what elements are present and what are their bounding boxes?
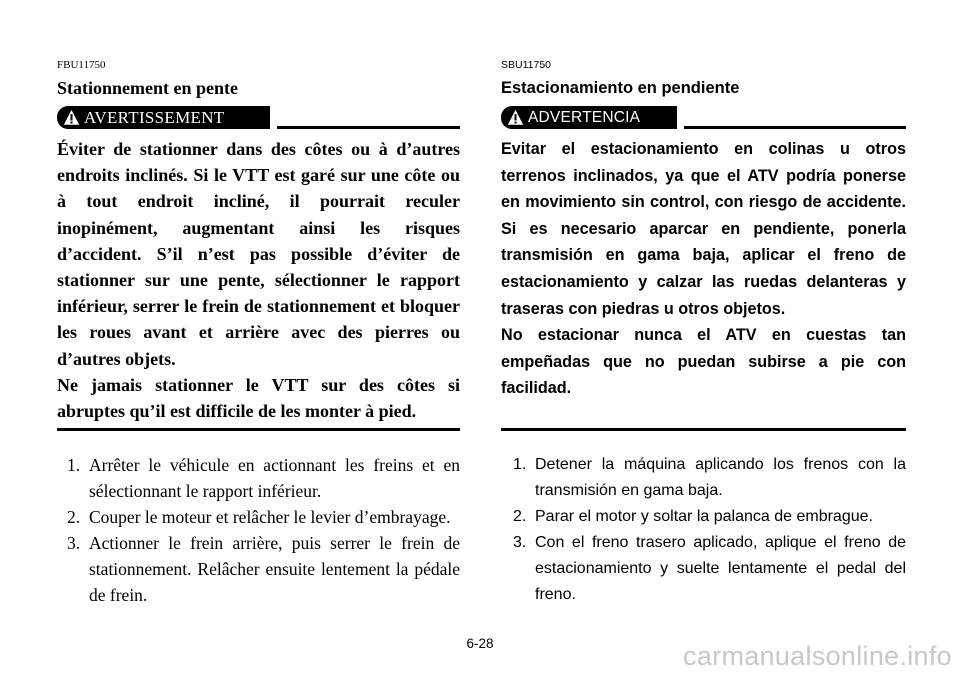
warning-end-rule [57,428,460,431]
warning-triangle-icon [63,109,80,126]
page-number: 6-28 [466,636,494,651]
warning-badge [57,106,270,129]
warning-badge [501,106,677,129]
section-code: FBU11750 [57,59,106,71]
watermark: carmanualsonline.info [683,641,952,671]
warning-paragraph: Evitar el estacionamiento en colinas u otros terrenos inclinados, ya que el ATV podría ponerse en movimiento sin control, con riesgo de accidente. Si es necesario aparcar en pendiente, ponerla transmisión en gama baja, aplicar el freno de estacionamiento y calzar las ruedas delanteras y traseras con piedras u otros objetos. [501,140,906,318]
warning-paragraph: Éviter de stationner dans des côtes ou à d’autres endroits inclinés. Si le VTT est garé sur une côte ou à tout endroit incliné, il pourrait reculer inopinément, augmentant ainsi les risques d’accident. S’il n’est pas possible d’éviter de stationner sur une pente, sélectionner le rapport inférieur, serrer le frein de stationnement et bloquer les roues avant et arrière avec des pierres ou d’autres objets. [57,139,460,369]
steps-list [57,452,460,608]
list-item: 3. Actionner le frein arrière, puis serrer le frein de stationnement. Relâcher ensuite lentement la pédale de frein. [67,533,460,605]
list-item: 2. Couper le moteur et relâcher le levier d’embrayage. [67,507,451,527]
warning-triangle-icon [507,109,524,126]
warning-header-line [684,126,906,129]
warning-end-rule [501,428,906,431]
list-item: 2. Parar el motor y soltar la palanca de embrague. [513,508,873,525]
section-title: Stationnement en pente [57,78,238,98]
warning-body [57,136,460,424]
section-title: Estacionamiento en pendiente [501,79,740,97]
warning-paragraph: No estacionar nunca el ATV en cuestas tan empeñadas que no puedan subirse a pie con facilidad. [501,326,906,398]
warning-label: AVERTISSEMENT [84,107,225,127]
list-item: 1. Arrêter le véhicule en actionnant les freins et en sélectionnant le rapport inférieur. [67,455,460,501]
warning-label: ADVERTENCIA [528,108,641,126]
warning-body [501,136,906,402]
list-item: 1. Detener la máquina aplicando los frenos con la transmisión en gama baja. [513,456,906,499]
warning-header-line [277,126,460,129]
steps-list [501,452,906,608]
warning-paragraph: Ne jamais stationner le VTT sur des côtes si abruptes qu’il est difficile de les monter à pied. [57,374,460,422]
warning-header [501,106,906,132]
warning-header [57,106,460,132]
section-code: SBU11750 [501,59,552,71]
list-item: 3. Con el freno trasero aplicado, aplique el freno de estacionamiento y suelte lentamente el pedal del freno. [513,534,906,603]
